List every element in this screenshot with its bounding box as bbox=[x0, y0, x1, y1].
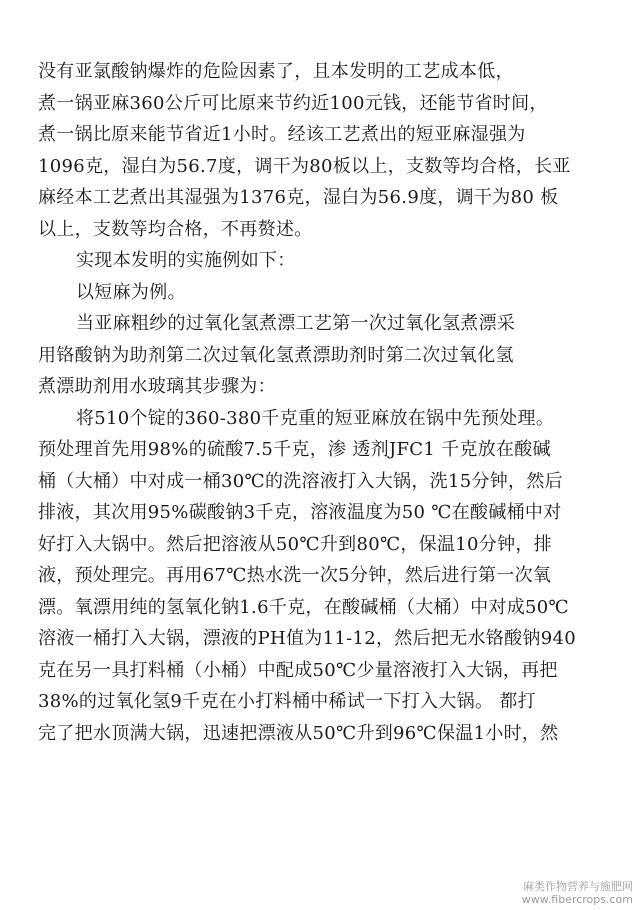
text-line: 煮一锅亚麻360公斤可比原来节约近100元钱，还能节省时间， bbox=[38, 92, 548, 114]
site-watermark bbox=[522, 880, 633, 906]
text-line: 完了把水顶满大锅，迅速把漂液从50℃升到96℃保温1小时，然 bbox=[38, 722, 559, 744]
text-line: 预处理首先用98%的硫酸7.5千克，渗 透剂JFC1 千克放在酸碱 bbox=[38, 439, 551, 460]
watermark-url: www.fibercrops.com bbox=[521, 893, 633, 906]
text-line: 煮漂助剂用水玻璃其步骤为： bbox=[38, 376, 276, 397]
document-body bbox=[38, 56, 603, 749]
text-line: 没有亚氯酸钠爆炸的危险因素了，且本发明的工艺成本低， bbox=[38, 61, 514, 82]
text-line: 38%的过氧化氢9千克在小打料桶中稀试一下打入大锅。 都打 bbox=[38, 691, 536, 712]
text-line: 麻经本工艺煮出其湿强为1376克，湿白为56.9度，调干为80 板 bbox=[38, 187, 559, 208]
text-line: 1096克，湿白为56.7度，调干为80板以上，支数等均合格，长亚 bbox=[38, 155, 571, 177]
text-line: 桶（大桶）中对成一桶30℃的洗溶液打入大锅，洗15分钟，然后 bbox=[38, 470, 563, 492]
text-line: 以短麻为例。 bbox=[76, 281, 186, 303]
text-line: 将510个锭的360-380千克重的短亚麻放在锅中先预处理。 bbox=[76, 407, 555, 429]
text-line: 以上，支数等均合格，不再赘述。 bbox=[38, 218, 313, 240]
watermark-site-name: 麻类作物营养与施肥网 bbox=[523, 880, 633, 893]
text-line: 好打入大锅中。然后把溶液从50℃升到80℃，保温10分钟，排 bbox=[38, 533, 552, 555]
text-line: 当亚麻粗纱的过氧化氢煮漂工艺第一次过氧化氢煮漂采 bbox=[76, 313, 516, 334]
text-line: 用铬酸钠为助剂第二次过氧化氢煮漂助剂时第二次过氧化氢 bbox=[38, 344, 514, 366]
text-line: 煮一锅比原来能节省近1小时。经该工艺煮出的短亚麻湿强为 bbox=[38, 124, 526, 145]
text-line: 溶液一桶打入大锅，漂液的PH值为11-12，然后把无水铬酸钠940 bbox=[38, 628, 576, 649]
text-line: 实现本发明的实施例如下： bbox=[76, 250, 296, 271]
text-line: 液，预处理完。再用67℃热水洗一次5分钟，然后进行第一次氧 bbox=[38, 565, 552, 586]
text-line: 漂。氧漂用纯的氢氧化钠1.6千克，在酸碱桶（大桶）中对成50℃ bbox=[38, 596, 569, 618]
text-line: 克在另一具打料桶（小桶）中配成50℃少量溶液打入大锅，再把 bbox=[38, 659, 558, 681]
text-line: 排液，其次用95%碳酸钠3千克，溶液温度为50 ℃在酸碱桶中对 bbox=[38, 502, 562, 523]
